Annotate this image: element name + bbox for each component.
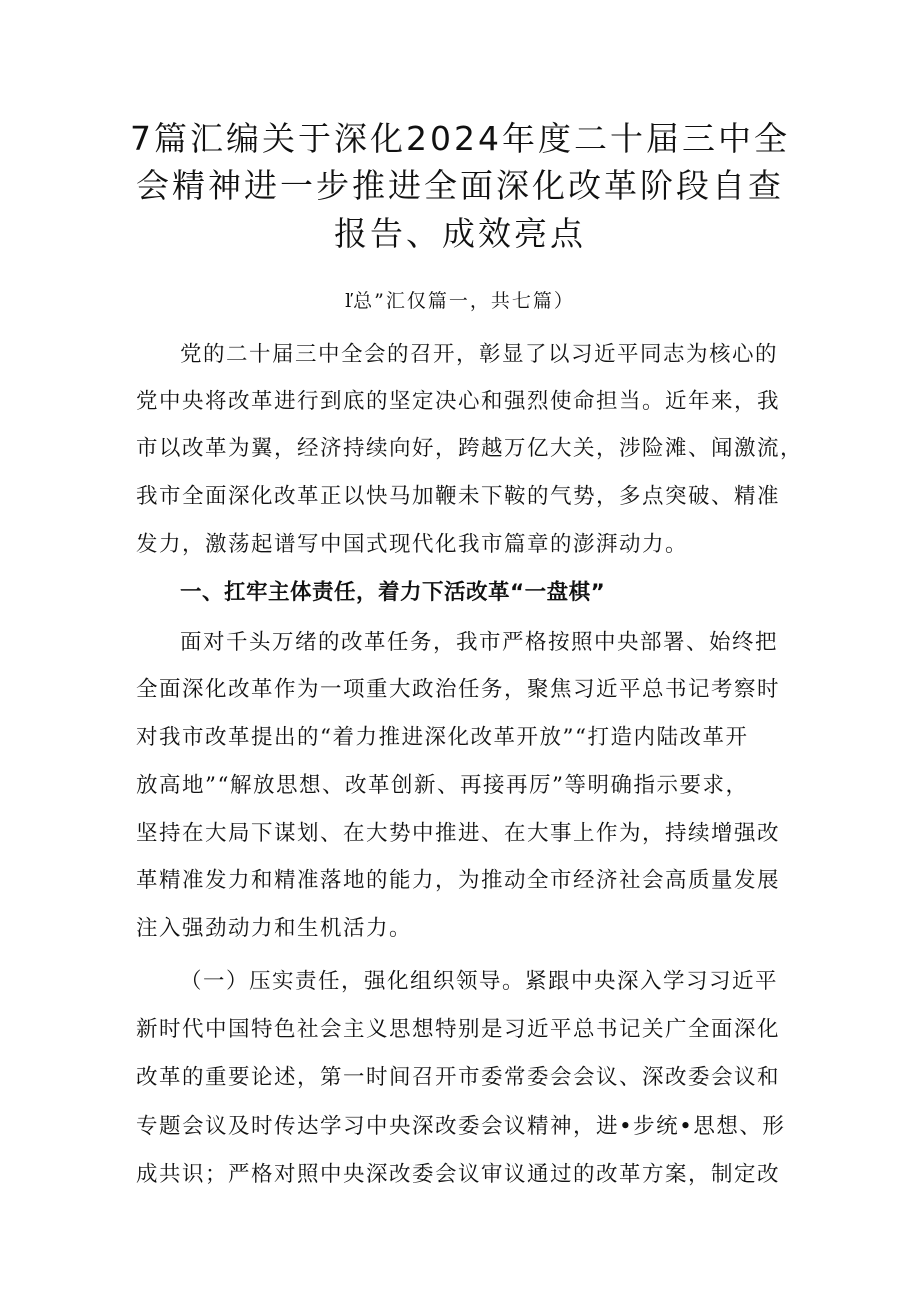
paragraph-3-line-3: 改革的重要论述，第一时间召开市委常委会会议、深改委会议和 <box>136 1065 781 1090</box>
paragraph-2-line-4: 放高地”“解放思想、改革创新、再接再厉”等明确指示要求， <box>136 773 749 798</box>
document-title-line-2: 会精神进一步推进全面深化改革阶段自查 <box>136 166 784 205</box>
paragraph-2-line-6: 革精准发力和精准落地的能力，为推动全市经济社会高质量发展 <box>136 868 781 893</box>
paragraph-3-line-1: （一）压实责任，强化组织领导。紧跟中央深入学习习近平 <box>180 969 779 994</box>
paragraph-2-line-2: 全面深化改革作为一项重大政治任务，聚焦习近平总书记考察时 <box>136 677 781 702</box>
paragraph-2-line-3: 对我市改革提出的“着力推进深化改革开放”“打造内陆改革开 <box>136 725 749 750</box>
paragraph-2-line-7: 注入强劲动力和生机活力。 <box>136 916 413 941</box>
paragraph-1-line-1: 党的二十届三中全会的召开，彰显了以习近平同志为核心的 <box>180 342 779 367</box>
document-title-line-3: 报告、成效亮点 <box>334 214 586 253</box>
section-heading-1: 一、扛牢主体责任，着力下活改革“一盘棋” <box>180 580 606 605</box>
paragraph-1-line-2: 党中央将改革进行到底的坚定决心和强烈使命担当。近年来，我 <box>136 389 781 414</box>
document-title-line-1: 7篇汇编关于深化2024年度二十届三中全 <box>130 119 790 158</box>
paragraph-2-line-5: 坚持在大局下谋划、在大势中推进、在大事上作为，持续增强改 <box>136 821 781 846</box>
document-subtitle: ľ总”汇仅篇一，共七篇） <box>345 290 575 312</box>
paragraph-1-line-3: 市以改革为翼，经济持续向好，跨越万亿大关，涉险滩、闻激流， <box>136 436 804 461</box>
paragraph-1-line-4: 我市全面深化改革正以快马加鞭未下鞍的气势，多点突破、精准 <box>136 484 781 509</box>
paragraph-1-line-5: 发力，激荡起谱写中国式现代化我市篇章的澎湃动力。 <box>136 532 689 557</box>
paragraph-3-line-5: 成共识；严格对照中央深改委会议审议通过的改革方案，制定改 <box>136 1162 781 1187</box>
paragraph-3-line-2: 新时代中国特色社会主义思想特别是习近平总书记关广全面深化 <box>136 1017 781 1042</box>
paragraph-3-line-4: 专题会议及时传达学习中央深改委会议精神，进•步统•思想、形 <box>136 1114 786 1139</box>
paragraph-2-line-1: 面对千头万绪的改革任务，我市严格按照中央部署、始终把 <box>180 630 779 655</box>
